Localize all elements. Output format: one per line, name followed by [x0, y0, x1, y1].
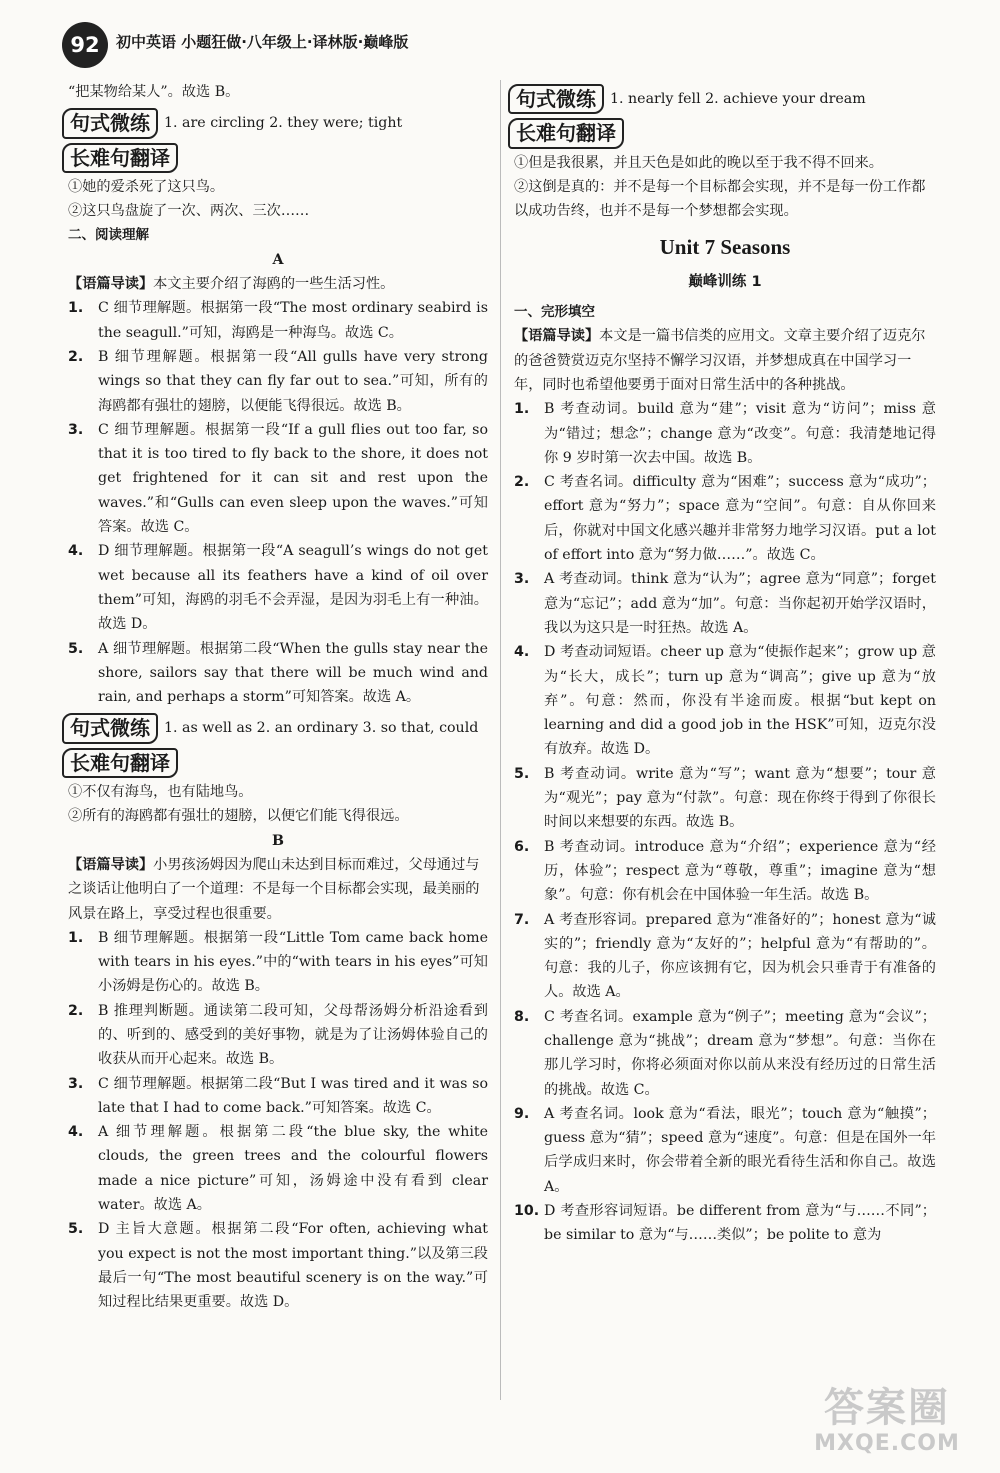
answer-item: 2. B 细节理解题。根据第一段“All gulls have very strong wings so that they can fly far out to sea.”可知，所有的海鸥都有强壮的翅膀，以便能飞得很远。故选 B。 — [68, 348, 488, 414]
answer-item: 5. A 细节理解题。根据第二段“When the gulls stay near the shore, sailors say that there will be much wind and rain, and perhaps a storm”可知答案。故选 A。 — [68, 640, 488, 706]
part-reading-comprehension: 二、阅读理解 — [68, 227, 149, 244]
translation-lines — [68, 175, 488, 224]
sentence-practice-badge: 句式微练 — [508, 84, 604, 114]
book-title: 初中英语 小题狂做·八年级上·译林版·巅峰版 — [116, 33, 409, 51]
translation-line: ②所有的海鸥都有强壮的翅膀，以便它们能飞得很远。 — [68, 808, 409, 825]
answer-item: 3. C 细节理解题。根据第一段“If a gull flies out too far, so that it is too tired to fly back to the shore, it does not get frightened for it can sit and rest upon the waves.”和“Gulls can even sleep upon the waves.”可知答案。故选 C。 — [68, 421, 488, 536]
section-translation — [62, 143, 488, 173]
translation-badge: 长难句翻译 — [62, 748, 178, 778]
answer-item: 7. A 考查形容词。prepared 意为“准备好的”；honest 意为“诚实的”；friendly 意为“友好的”；helpful 意为“有帮助的”。句意：我的儿子，你应该拥有它，因为机会只垂青于有准备的人。故选 A。 — [514, 911, 936, 1001]
sentence-practice-badge: 句式微练 — [62, 713, 158, 743]
sentence-practice-answers: 1. as well as 2. an ordinary 3. so that, could — [164, 720, 479, 737]
page-number: 92 — [62, 22, 108, 68]
continued-text: “把某物给某人”。故选 B。 — [68, 84, 240, 100]
answer-item: 1. B 考查动词。build 意为“建”；visit 意为“访问”；miss 意为“错过；想念”；change 意为“改变”。句意：我清楚地记得你 9 岁时第一次去中国。故选 B。 — [514, 401, 936, 466]
answer-item: 6. B 考查动词。introduce 意为“介绍”；experience 意为“经历，体验”；respect 意为“尊敬，尊重”；imagine 意为“想象”。句意：你有机会在中国体验一年生活。故选 B。 — [514, 838, 936, 904]
watermark-logo — [802, 1385, 972, 1465]
answer-item: 3. A 考查动词。think 意为“认为”；agree 意为“同意”；forget 意为“忘记”；add 意为“加”。句意：当你起初开始学汉语时，我以为这只是一时狂热。故选 A。 — [514, 571, 936, 636]
answer-item: 3. C 细节理解题。根据第二段“But I was tired and it was so late that I had to come back.”可知答案。故选 C。 — [68, 1075, 488, 1116]
translation-line: ②这倒是真的：并不是每一个目标都会实现，并不是每一份工作都以成功告终，也并不是每一个梦想都会实现。 — [514, 178, 926, 220]
section-sentence-practice — [508, 84, 936, 114]
passage-letter-a: A — [272, 251, 284, 268]
right-column — [514, 80, 936, 1248]
answer-item: 8. C 考查名词。example 意为“例子”；meeting 意为“会议”；challenge 意为“挑战”；dream 意为“梦想”。句意：当你在那儿学习时，你将必须面对你以前从来没有经历过的日常生活的挑战。故选 C。 — [514, 1008, 936, 1098]
translation-line: ①她的爱杀死了这只鸟。 — [68, 178, 225, 195]
answer-item: 5. B 考查动词。write 意为“写”；want 意为“想要”；tour 意为“观光”；pay 意为“付款”。句意：现在你终于得到了你很长时间以来想要的东西。故选 B。 — [514, 765, 936, 831]
answer-item: 4. D 细节理解题。根据第一段“A seagull’s wings do not get wet because all its feathers have a kind of oil over them”可知，海鸥的羽毛不会弄湿，是因为羽毛上有一种油。故选 D。 — [68, 543, 488, 633]
training-title: 巅峰训练 1 — [688, 273, 762, 290]
passage-guide-a: 【语篇导读】本文主要介绍了海鸥的一些生活习性。 — [68, 276, 395, 293]
answer-item: 5. D 主旨大意题。根据第二段“For often, achieving what you expect is not the most important thing.”以及第三段最后一句“The most beautiful scenery is on the way.”可知过程比结果更重要。故选 D。 — [68, 1221, 488, 1311]
part-cloze: 一、完形填空 — [514, 304, 595, 321]
sentence-practice-answers: 1. nearly fell 2. achieve your dream — [610, 91, 866, 107]
answer-item: 2. C 考查名词。difficulty 意为“困难”；success 意为“成功”；effort 意为“努力”；space 意为“空间”。句意：自从你回来后，你就对中国文化感兴趣并非常努力地学习汉语。put a lot of effort into 意为“努力做……”。故选 C。 — [514, 474, 936, 564]
answer-item: 10. D 考查形容词短语。be different from 意为“与……不同”；be similar to 意为“与……类似”；be polite to 意为 — [514, 1203, 936, 1244]
translation-badge: 长难句翻译 — [62, 143, 178, 173]
passage-guide-cloze: 【语篇导读】本文是一篇书信类的应用文。文章主要介绍了迈克尔的爸爸赞赏迈克尔坚持不懈学习汉语，并梦想成真在中国学习一年，同时也希望他要勇于面对日常生活中的各种挑战。 — [514, 328, 926, 393]
sentence-practice-answers: 1. are circling 2. they were; tight — [164, 115, 403, 132]
section-sentence-practice — [62, 713, 488, 743]
answer-item: 4. A 细节理解题。根据第二段“the blue sky, the white clouds, the green trees and the colourful flowers made a nice picture”可知，汤姆途中没有看到 clear water。故选 A。 — [68, 1124, 488, 1214]
translation-badge: 长难句翻译 — [508, 118, 624, 148]
passage-guide-b: 【语篇导读】小男孩汤姆因为爬山未达到目标而难过，父母通过与之谈话让他明白了一个道理：不是每一个目标都会实现，最美丽的风景在路上，享受过程也很重要。 — [68, 856, 480, 922]
unit-title: Unit 7 Seasons — [659, 235, 791, 260]
sentence-practice-badge: 句式微练 — [62, 108, 158, 138]
left-column — [68, 80, 488, 1315]
answer-item: 1. B 细节理解题。根据第一段“Little Tom came back home with tears in his eyes.”中的“with tears in his eyes”可知小汤姆是伤心的。故选 B。 — [68, 929, 488, 995]
translation-line: ①但是我很累，并且天色是如此的晚以至于我不得不回来。 — [514, 154, 883, 171]
column-divider — [500, 80, 501, 1400]
answer-item: 2. B 推理判断题。通读第二段可知，父母帮汤姆分析沿途看到的、听到的、感受到的美好事物，就是为了让汤姆体验自己的收获从而开心起来。故选 B。 — [68, 1002, 488, 1068]
answer-item: 1. C 细节理解题。根据第一段“The most ordinary seabird is the seagull.”可知，海鸥是一种海鸟。故选 C。 — [68, 300, 488, 341]
translation-lines — [68, 780, 488, 829]
translation-line: ②这只鸟盘旋了一次、两次、三次…… — [68, 203, 310, 220]
page-header — [54, 14, 474, 76]
watermark-text: 答案圈 — [824, 1385, 950, 1431]
section-translation — [62, 748, 488, 778]
translation-lines — [514, 151, 936, 224]
section-translation — [508, 118, 936, 148]
answer-item: 4. D 考查动词短语。cheer up 意为“使振作起来”；grow up 意为“长大，成长”；turn up 意为“调高”；give up 意为“放弃”。句意：然而，你没有半途而废。根据“but kept on learning and did a good job in the HSK”可知，迈克尔没有放弃。故选 D。 — [514, 644, 936, 758]
translation-line: ①不仅有海鸟，也有陆地鸟。 — [68, 784, 253, 801]
answer-item: 9. A 考查名词。look 意为“看法，眼光”；touch 意为“触摸”；guess 意为“猜”；speed 意为“速度”。句意：但是在国外一年后学成归来时，你会带着全新的眼光看待生活和你自己。故选 A。 — [514, 1105, 936, 1195]
section-sentence-practice — [62, 108, 488, 138]
passage-letter-b: B — [272, 832, 284, 849]
watermark-url: MXQE.COM — [814, 1431, 960, 1456]
